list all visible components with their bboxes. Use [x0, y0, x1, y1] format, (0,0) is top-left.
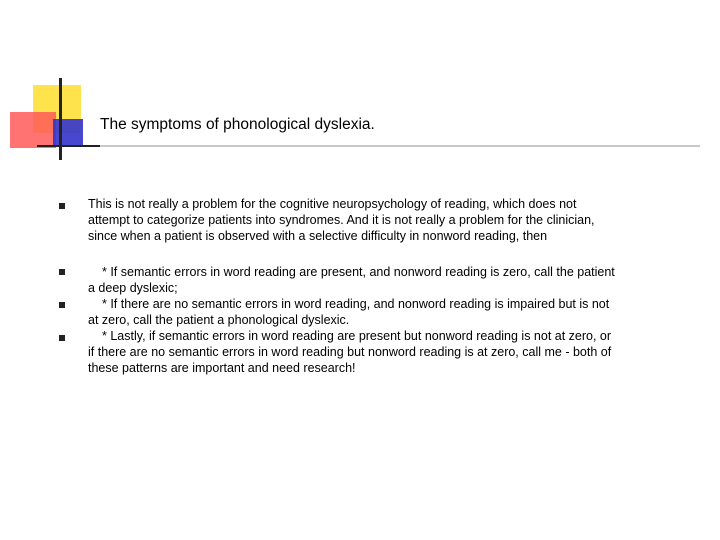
- text-line: * If there are no semantic errors in word reading, and nonword reading is impaired but is not: [102, 297, 610, 311]
- text-line: these patterns are important and need research!: [88, 361, 356, 375]
- bullet-paragraph-criteria: [88, 264, 688, 376]
- slide-title: The symptoms of phonological dyslexia.: [100, 116, 375, 133]
- decor-vertical-line: [59, 78, 62, 160]
- text-line: attempt to categorize patients into syndromes. And it is not really a problem for the clinician,: [88, 213, 595, 227]
- title-underline: [100, 145, 700, 147]
- text-line: This is not really a problem for the cognitive neuropsychology of reading, which does not: [88, 197, 577, 211]
- decor-red-square: [10, 112, 56, 148]
- text-line: if there are no semantic errors in word reading but nonword reading is at zero, call me - both of: [88, 345, 612, 359]
- bullet-marker: [59, 335, 65, 341]
- decor-blue-square: [53, 119, 83, 147]
- bullet-paragraph-intro: [88, 196, 688, 244]
- decor-horizontal-line-dark: [37, 145, 103, 147]
- text-line: * If semantic errors in word reading are present, and nonword reading is zero, call the patient: [102, 265, 615, 279]
- text-line: since when a patient is observed with a selective difficulty in nonword reading, then: [88, 229, 548, 243]
- text-line: a deep dyslexic;: [88, 281, 178, 295]
- bullet-marker: [59, 269, 65, 275]
- bullet-marker: [59, 203, 65, 209]
- bullet-marker: [59, 302, 65, 308]
- text-line: at zero, call the patient a phonological dyslexic.: [88, 313, 350, 327]
- text-line: * Lastly, if semantic errors in word reading are present but nonword reading is not at zero, or: [102, 329, 612, 343]
